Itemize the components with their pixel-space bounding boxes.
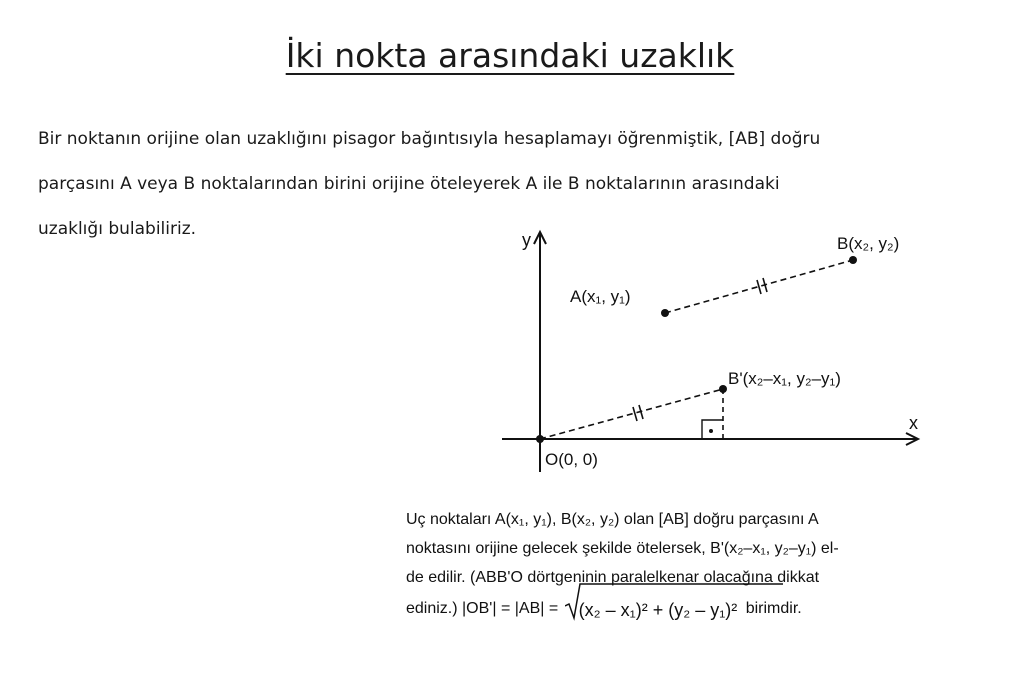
label-O: O(0, 0) (545, 450, 598, 469)
x-axis-label: x (909, 413, 918, 433)
caption-line-3: de edilir. (ABB'O dörtgeninin paralelkenar olacağına dikkat (406, 569, 820, 586)
caption-line-4-prefix: ediniz.) |OB'| = |AB| = (406, 600, 559, 618)
label-A: A(x₁, y₁) (570, 287, 631, 306)
sqrt-sign (565, 582, 785, 622)
tick-OBp-1 (633, 407, 637, 421)
caption-line-2: noktasını orijine gelecek şekilde ötelersek, B'(x₂–x₁, y₂–y₁) el- (406, 540, 839, 557)
distance-formula (565, 592, 738, 626)
right-angle-marker (702, 420, 723, 439)
tick-AB-1 (757, 280, 761, 294)
caption-line-1: Uç noktaları A(x₁, y₁), B(x₂, y₂) olan [AB] doğru parçasını A (406, 511, 819, 528)
intro-line-1: Bir noktanın orijine olan uzaklığını pisagor bağıntısıyla hesaplamayı öğrenmiştik, [AB] doğru (38, 129, 821, 149)
segment-OBp (540, 389, 723, 439)
point-A (661, 309, 669, 317)
point-O (536, 435, 544, 443)
label-Bp: B'(x₂–x₁, y₂–y₁) (728, 369, 841, 388)
point-Bp (719, 385, 727, 393)
intro-line-2: parçasını A veya B noktalarından birini orijine öteleyerek A ile B noktalarının arasındaki (38, 174, 780, 194)
right-angle-dot (709, 429, 713, 433)
label-B: B(x₂, y₂) (837, 234, 900, 253)
formula-radicand: (x₂ – x₁)² + (y₂ – y₁)² (578, 600, 738, 620)
caption-line-4-suffix: birimdir. (745, 600, 802, 618)
y-axis-label: y (522, 230, 531, 250)
caption-line-4 (406, 592, 986, 626)
point-B (849, 256, 857, 264)
page-title: İki nokta arasındaki uzaklık (285, 36, 735, 75)
intro-line-3: uzaklığı bulabiliriz. (38, 219, 197, 239)
caption-block (406, 505, 986, 626)
